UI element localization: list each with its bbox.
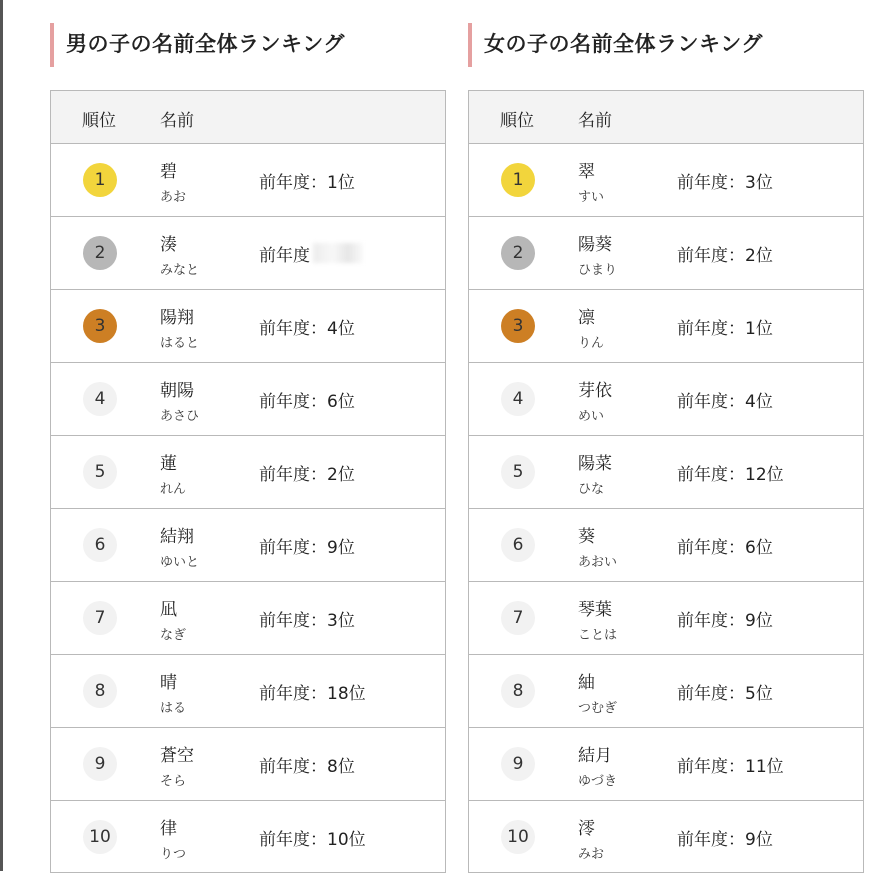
table-row — [51, 290, 445, 363]
girls-ranking-table — [468, 90, 864, 873]
name-kanji: 碧 — [160, 162, 177, 182]
previous-rank: 前年度：2位 — [259, 465, 355, 485]
table-row — [51, 144, 445, 217]
previous-rank: 前年度 — [259, 246, 310, 266]
name-kanji: 翠 — [578, 162, 595, 182]
table-row — [51, 509, 445, 582]
previous-rank: 前年度：11位 — [677, 757, 784, 777]
table-row — [51, 801, 445, 872]
rank-badge: 7 — [83, 601, 117, 635]
header-rank: 順位 — [500, 111, 534, 131]
table-row — [51, 655, 445, 728]
name-kanji: 湊 — [160, 235, 177, 255]
rank-badge: 6 — [501, 528, 535, 562]
heading-accent-bar — [50, 23, 54, 67]
name-kanji: 陽葵 — [578, 235, 612, 255]
name-reading: ゆいと — [160, 555, 200, 570]
table-row — [469, 363, 863, 436]
previous-rank: 前年度：4位 — [677, 392, 773, 412]
previous-rank: 前年度：12位 — [677, 465, 784, 485]
blurred-value — [313, 243, 363, 263]
name-kanji: 凛 — [578, 308, 595, 328]
name-kanji: 律 — [160, 819, 177, 839]
table-row — [469, 436, 863, 509]
name-kanji: 蓮 — [160, 454, 177, 474]
previous-rank: 前年度：10位 — [259, 830, 366, 850]
table-row — [51, 436, 445, 509]
previous-rank: 前年度：9位 — [677, 611, 773, 631]
table-row — [469, 217, 863, 290]
rank-badge: 10 — [501, 820, 535, 854]
rank-badge-gold: 1 — [83, 163, 117, 197]
previous-rank: 前年度：1位 — [259, 173, 355, 193]
previous-rank: 前年度：2位 — [677, 246, 773, 266]
rank-badge: 9 — [83, 747, 117, 781]
name-kanji: 葵 — [578, 527, 595, 547]
name-kanji: 陽菜 — [578, 454, 612, 474]
rank-badge-bronze: 3 — [501, 309, 535, 343]
name-kanji: 晴 — [160, 673, 177, 693]
rank-badge: 5 — [501, 455, 535, 489]
table-row — [469, 290, 863, 363]
rank-badge: 8 — [83, 674, 117, 708]
previous-rank: 前年度：18位 — [259, 684, 366, 704]
table-row — [469, 728, 863, 801]
name-reading: はると — [160, 336, 200, 351]
name-reading: あさひ — [160, 409, 200, 424]
name-reading: そら — [160, 774, 187, 789]
table-row — [51, 582, 445, 655]
name-kanji: 紬 — [578, 673, 595, 693]
previous-rank: 前年度：3位 — [259, 611, 355, 631]
table-header — [51, 91, 445, 144]
rank-badge-bronze: 3 — [83, 309, 117, 343]
previous-rank: 前年度：9位 — [677, 830, 773, 850]
name-reading: りん — [578, 336, 605, 351]
header-name: 名前 — [578, 111, 612, 131]
rank-badge-silver: 2 — [83, 236, 117, 270]
rank-badge: 9 — [501, 747, 535, 781]
girls-ranking-title: 女の子の名前全体ランキング — [484, 32, 763, 56]
girls-ranking-panel — [468, 0, 864, 873]
name-kanji: 芽依 — [578, 381, 612, 401]
boys-ranking-panel — [50, 0, 446, 873]
name-reading: めい — [578, 409, 605, 424]
heading-accent-bar — [468, 23, 472, 67]
boys-ranking-title: 男の子の名前全体ランキング — [66, 32, 345, 56]
name-kanji: 朝陽 — [160, 381, 194, 401]
rank-badge: 6 — [83, 528, 117, 562]
name-kanji: 結月 — [578, 746, 612, 766]
boys-ranking-table — [50, 90, 446, 873]
previous-rank: 前年度：9位 — [259, 538, 355, 558]
name-kanji: 結翔 — [160, 527, 194, 547]
table-row — [51, 363, 445, 436]
previous-rank: 前年度：5位 — [677, 684, 773, 704]
table-row — [469, 582, 863, 655]
previous-rank: 前年度：6位 — [677, 538, 773, 558]
previous-rank: 前年度：3位 — [677, 173, 773, 193]
left-edge-bar — [0, 0, 3, 871]
previous-rank: 前年度：8位 — [259, 757, 355, 777]
boys-ranking-heading — [50, 0, 446, 90]
table-row — [469, 144, 863, 217]
name-reading: ゆづき — [578, 774, 618, 789]
header-rank: 順位 — [82, 111, 116, 131]
rank-badge: 7 — [501, 601, 535, 635]
table-header — [469, 91, 863, 144]
name-reading: ことは — [578, 628, 618, 643]
name-kanji: 凪 — [160, 600, 177, 620]
rank-badge: 8 — [501, 674, 535, 708]
table-row — [51, 728, 445, 801]
name-reading: なぎ — [160, 628, 187, 643]
table-row — [469, 655, 863, 728]
name-reading: あお — [160, 190, 187, 205]
table-row — [469, 509, 863, 582]
header-name: 名前 — [160, 111, 194, 131]
name-reading: みお — [578, 847, 605, 862]
name-reading: はる — [160, 701, 187, 716]
name-reading: りつ — [160, 847, 187, 862]
name-kanji: 陽翔 — [160, 308, 194, 328]
name-reading: つむぎ — [578, 701, 618, 716]
name-reading: ひな — [578, 482, 605, 497]
name-reading: あおい — [578, 555, 618, 570]
previous-rank: 前年度：6位 — [259, 392, 355, 412]
name-kanji: 琴葉 — [578, 600, 612, 620]
table-row — [51, 217, 445, 290]
rank-badge-silver: 2 — [501, 236, 535, 270]
rank-badge-gold: 1 — [501, 163, 535, 197]
name-reading: ひまり — [578, 263, 618, 278]
name-reading: すい — [578, 190, 605, 205]
girls-ranking-heading — [468, 0, 864, 90]
name-kanji: 澪 — [578, 819, 595, 839]
rank-badge: 4 — [501, 382, 535, 416]
rank-badge: 5 — [83, 455, 117, 489]
rank-badge: 10 — [83, 820, 117, 854]
rank-badge: 4 — [83, 382, 117, 416]
table-row — [469, 801, 863, 872]
name-reading: れん — [160, 482, 187, 497]
previous-rank: 前年度：1位 — [677, 319, 773, 339]
previous-rank: 前年度：4位 — [259, 319, 355, 339]
name-kanji: 蒼空 — [160, 746, 194, 766]
name-reading: みなと — [160, 263, 200, 278]
